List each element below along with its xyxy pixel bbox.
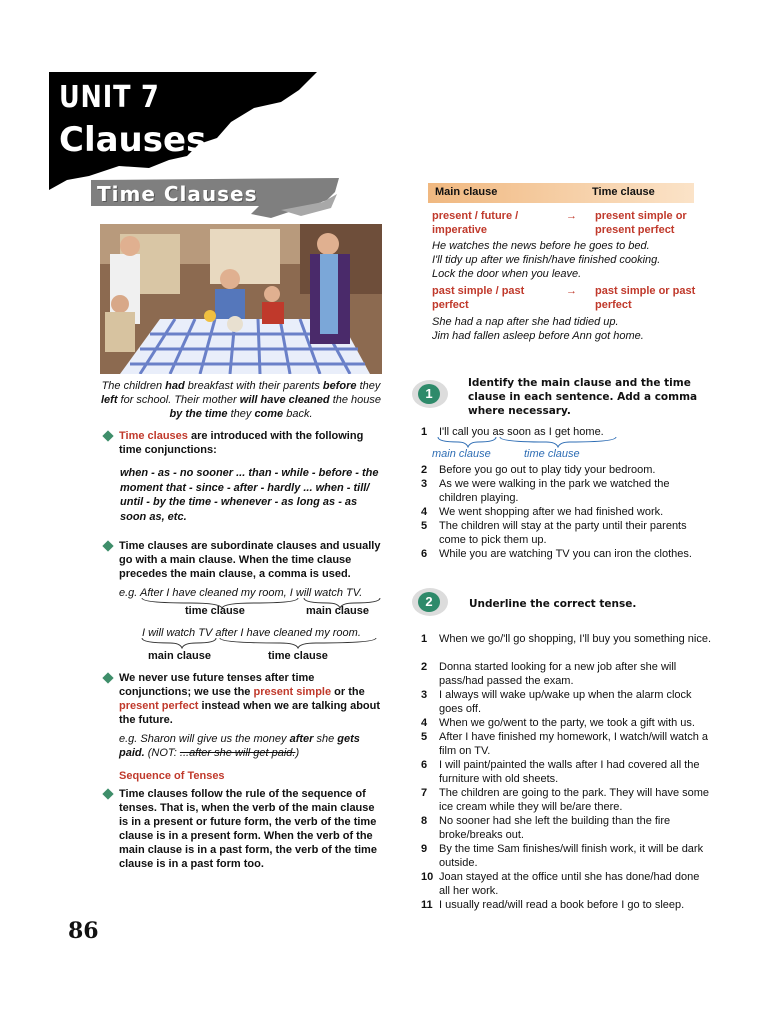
col-main-clause: Main clause [435, 186, 498, 198]
item-number: 7 [421, 787, 428, 799]
eg3-text: e.g. Sharon will give us the money [119, 733, 290, 745]
item-number: 1 [421, 633, 428, 645]
ex2-item [421, 688, 713, 716]
item-number: 1 [421, 426, 428, 438]
caption-text: they [227, 408, 255, 420]
ex2-item [421, 730, 713, 758]
ex2-item [421, 786, 713, 814]
item-text: Donna started looking for a new job after she will pass/had passed the exam. [439, 661, 677, 687]
ex2-item [421, 842, 713, 870]
row2-example-2: Jim had fallen asleep before Ann got home. [432, 330, 644, 342]
item-text: After I have finished my homework, I watch/will watch a film on TV. [439, 731, 708, 757]
item-text: While you are watching TV you can iron the clothes. [439, 548, 692, 560]
item-number: 5 [421, 520, 428, 532]
item-text: I always will wake up/wake up when the alarm clock goes off. [439, 689, 692, 715]
item-text: I will paint/painted the walls after I had covered all the furniture with old sheets. [439, 759, 700, 785]
ex1-label-main: main clause [432, 448, 491, 460]
eg-prefix: e.g. [119, 587, 140, 599]
item-number: 2 [421, 661, 428, 673]
ex2-item [421, 870, 713, 898]
rule-text: We never use future tenses after time conjunctions; we use the [119, 672, 315, 698]
ex2-item [421, 632, 713, 660]
item-number: 3 [421, 478, 428, 490]
ex1-label-time: time clause [524, 448, 580, 460]
item-text: We went shopping after we had finished work. [439, 506, 664, 518]
item-text: No sooner had she left the building than the fire broke/breaks out. [439, 815, 671, 841]
caption-text: the house [329, 394, 382, 406]
caption-bold: had [165, 380, 185, 392]
unit-header [49, 72, 319, 190]
eg2-time-clause: after I have cleaned my room. [215, 627, 361, 639]
row1-example-1: He watches the news before he goes to bed. [432, 240, 650, 252]
item-number: 5 [421, 731, 428, 743]
exercise-1-instruction: Identify the main clause and the time clause in each sentence. Add a comma where necessary. [468, 377, 698, 417]
item-text: The children will stay at the party until their parents come to pick them up. [439, 520, 687, 546]
example-3 [119, 732, 387, 760]
bullet-icon [102, 788, 113, 799]
exercise-2-list [421, 632, 713, 912]
item-number: 10 [421, 871, 434, 883]
rule-keyword: Time clauses [119, 430, 188, 442]
item-text: By the time Sam finishes/will finish work, it will be dark outside. [439, 843, 704, 869]
rule-text: are introduced with the following time conjunctions: [119, 430, 364, 456]
sequence-title: Sequence of Tenses [119, 770, 225, 782]
eg3-text: ) [295, 747, 300, 759]
eg1-label-main: main clause [306, 605, 369, 617]
ex2-item [421, 660, 713, 688]
item-number: 2 [421, 464, 428, 476]
ex1-example-sentence: I'll call you as soon as I get home. [439, 426, 604, 438]
caption-bold: will have cleaned [239, 394, 330, 406]
eg3-bold: gets paid. [119, 733, 360, 759]
unit-label: UNIT 7 [59, 80, 160, 115]
section-banner [91, 178, 341, 218]
rule-keyword: present simple [253, 686, 332, 698]
ex1-item-5 [421, 519, 711, 547]
item-text: The children are going to the park. They will have some ice cream while they will be/are there. [439, 787, 710, 813]
bullet-icon [102, 672, 113, 683]
item-number: 8 [421, 815, 428, 827]
exercise-2-instruction: Underline the correct tense. [469, 598, 637, 610]
row2-arrow-icon: → [566, 285, 577, 297]
rule-sequence: Time clauses follow the rule of the sequence of tenses. That is, when the verb of the main clause is in a present or future form, the verb of the time clause is in a present form. When the verb of the main clause is in a past form, the verb of the time clause is in a past form too. [119, 788, 377, 870]
eg1-label-time: time clause [185, 605, 245, 617]
item-text: As we were walking in the park we watched the children playing. [439, 478, 670, 504]
eg2-brace-icon [140, 637, 390, 649]
item-number: 4 [421, 717, 428, 729]
bullet-icon [102, 430, 113, 441]
item-text: When we go/went to the party, we took a gift with us. [439, 717, 695, 729]
row1-time: present simple or present perfect [595, 210, 687, 236]
item-text: Joan stayed at the office until she has done/had done all her work. [439, 871, 700, 897]
exercise-2-badge [412, 588, 450, 618]
caption-bold: come [254, 408, 284, 420]
rule-subordinate: Time clauses are subordinate clauses and usually go with a main clause. When the time clause precedes the main clause, a comma is used. [119, 540, 381, 580]
section-title: Time Clauses [97, 182, 258, 206]
item-number: 4 [421, 506, 428, 518]
caption-bold: left [100, 394, 118, 406]
family-breakfast-photo [100, 224, 382, 374]
exercise-1-number: 1 [418, 384, 440, 404]
caption-bold: before [322, 380, 357, 392]
row1-example-2: I'll tidy up after we finish/have finished cooking. [432, 254, 661, 266]
item-text: I usually read/will read a book before I go to sleep. [439, 899, 685, 911]
ex2-item [421, 716, 713, 730]
caption-text: they [356, 380, 381, 392]
ex1-item-3 [421, 477, 711, 505]
ex2-item [421, 814, 713, 842]
rule-no-future [119, 671, 385, 727]
item-text: When we go/'ll go shopping, I'll buy you something nice. [439, 633, 712, 645]
ex2-item [421, 758, 713, 786]
rule-time-clauses [119, 429, 385, 457]
ex2-item [421, 898, 713, 912]
eg1-main-clause: I will watch TV. [289, 587, 363, 599]
ex1-item-4 [421, 505, 711, 519]
table-header [428, 183, 694, 203]
conjunctions-list: when - as - no sooner ... than - while - before - the moment that - since - after - hardly ... when - till/ until - by the time - whenever - as long as - as soon as, etc. [120, 467, 379, 523]
row2-time: past simple or past perfect [595, 285, 696, 311]
ex1-item-2 [421, 463, 711, 477]
rule-text: or the [331, 686, 365, 698]
row1-example-3: Lock the door when you leave. [432, 268, 582, 280]
ex1-item-6 [421, 547, 711, 561]
exercise-1-badge [412, 380, 450, 410]
caption-text: breakfast with their parents [184, 380, 323, 392]
caption-text: The children [101, 380, 166, 392]
item-number: 6 [421, 548, 428, 560]
eg1-time-clause: After I have cleaned my room, [140, 587, 287, 599]
row1-arrow-icon: → [566, 210, 577, 222]
rule-text: instead when we are talking about the future. [119, 700, 381, 726]
eg3-text: she [313, 733, 338, 745]
item-text: Before you go out to play tidy your bedroom. [439, 464, 656, 476]
page-number: 86 [68, 918, 99, 944]
item-number: 3 [421, 689, 428, 701]
col-time-clause: Time clause [592, 186, 655, 198]
item-number: 11 [421, 899, 433, 911]
row2-main: past simple / past perfect [432, 285, 525, 311]
eg2-main-clause: I will watch TV [142, 627, 213, 639]
eg3-bold: after [289, 733, 314, 745]
row1-main: present / future / imperative [432, 210, 519, 236]
row2-example-1: She had a nap after she had tidied up. [432, 316, 619, 328]
eg2-label-main: main clause [148, 650, 211, 662]
unit-title: Clauses [59, 120, 207, 160]
caption-text: for school. Their mother [117, 394, 240, 406]
eg2-label-time: time clause [268, 650, 328, 662]
eg3-strike: ...after she will get paid. [179, 747, 296, 759]
photo-caption [100, 379, 382, 421]
caption-text: back. [283, 408, 313, 420]
caption-bold: by the time [169, 408, 228, 420]
eg3-text: (NOT: [144, 747, 180, 759]
exercise-2-number: 2 [418, 592, 440, 612]
item-number: 6 [421, 759, 428, 771]
bullet-icon [102, 540, 113, 551]
item-number: 9 [421, 843, 428, 855]
rule-keyword: present perfect [119, 700, 199, 712]
